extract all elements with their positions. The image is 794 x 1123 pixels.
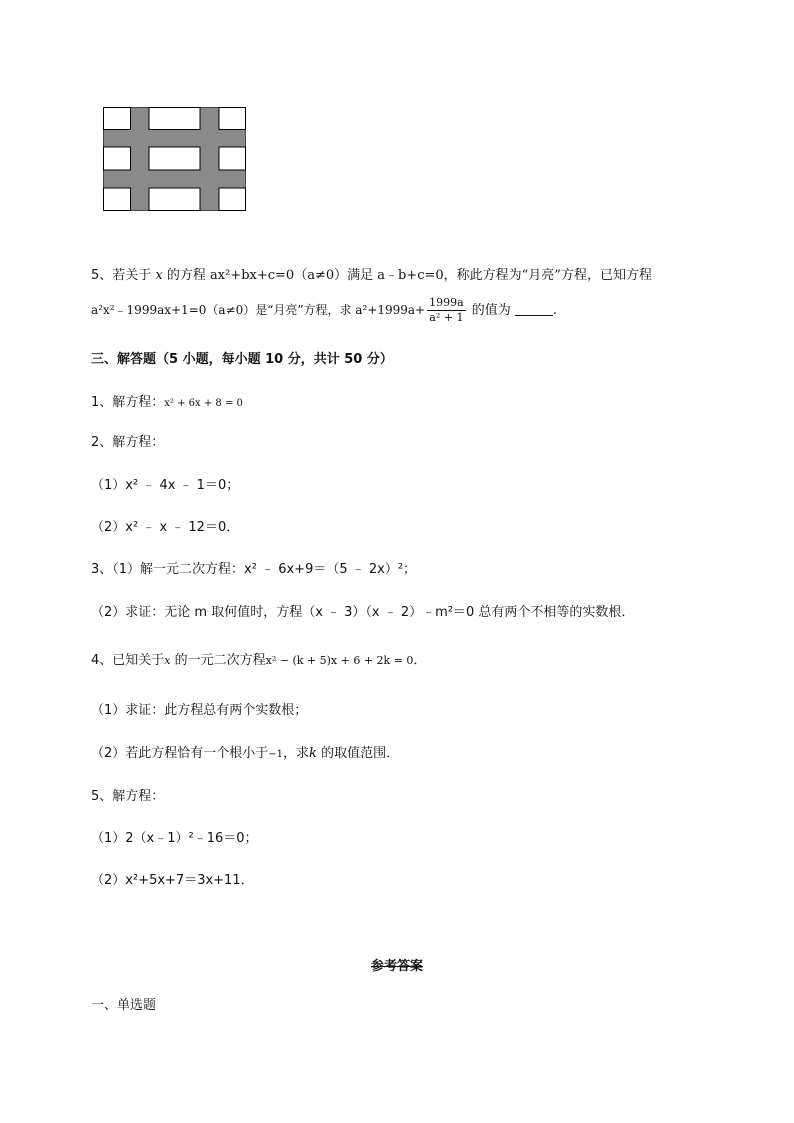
q5-equation-2: a²x²﹣1999ax+1=0（a≠0）是“月亮”方程，求 a²+1999a+ [91,303,426,317]
problem-2-part-2: （2）x² ﹣ x ﹣ 12＝0． [91,520,240,535]
horizontal-strip-1 [104,129,246,147]
vertical-strip-1 [130,108,149,211]
problem-1-label: 1、解方程： [91,395,165,410]
problem-4-part-2 [91,745,399,764]
answers-title [0,955,794,974]
problem-4-part-2-mid: ，求 [283,746,310,761]
vertical-strip-2 [200,108,219,211]
problem-4-end: ． [413,653,427,668]
problem-4-mid: 的一元二次方程 [170,653,266,668]
problem-2-label: 2、解方程： [91,435,165,450]
q5-end: . [552,303,558,318]
fraction-numerator: 1999a [429,296,464,309]
problem-1-equation: x² + 6x + 8 = 0 [164,398,243,409]
problem-4-equation: x² − (k + 5)x + 6 + 2k = 0 [265,654,414,667]
problem-4-var: x [164,654,171,667]
q5-prefix: 5、若关于 [91,268,156,283]
problem-4-label: 4、已知关于 [91,653,165,668]
problem-4-part-1: （1）求证：此方程总有两个实数根； [91,703,308,718]
q5-suffix: 的值为 [467,303,515,318]
q5-fraction [427,296,466,325]
answers-section-1: 一、单选题 [91,998,157,1013]
problem-3-part-1: 3、（1）解一元二次方程：x² ﹣ 6x+9＝（5 ﹣ 2x）²； [91,562,417,577]
problem-1 [91,394,243,413]
problem-4-value: −1 [268,749,284,760]
section-3-title: 三、解答题（5 小题，每小题 10 分，共计 50 分） [91,352,393,367]
answers-title-text: 参考答案 [370,959,423,974]
answer-blank[interactable] [515,303,553,316]
problem-4-part-2-end: 的取值范围． [316,746,400,761]
problem-2-part-1: （1）x² ﹣ 4x ﹣ 1＝0； [91,478,240,493]
fill-q5-line1 [91,267,652,285]
problem-5-label: 5、解方程： [91,789,165,804]
horizontal-strip-2 [104,170,246,188]
q5-equation-1: ax²+bx+c=0（a≠0）满足 a﹣b+c=0，称此方程为“月亮”方程，已知方程 [210,268,652,283]
problem-3-part-2: （2）求证：无论 m 取何值时，方程（x ﹣ 3）（x ﹣ 2）﹣m²＝0 总有两个不相等的实数根． [91,605,635,620]
fraction-denominator: a² + 1 [429,311,464,324]
problem-5-part-2: （2）x²+5x+7＝3x+11． [91,873,254,888]
problem-5-part-1: （1）2（x﹣1）²﹣16＝0； [91,831,258,846]
problem-4 [91,652,426,670]
fill-q5-line2 [91,293,557,328]
problem-4-var-k: k [309,746,317,761]
q5-mid: 的方程 [162,268,211,283]
problem-4-part-2-pre: （2）若此方程恰有一个根小于 [91,746,269,761]
q5-var-x: x [155,268,163,283]
grid-figure [103,107,248,213]
